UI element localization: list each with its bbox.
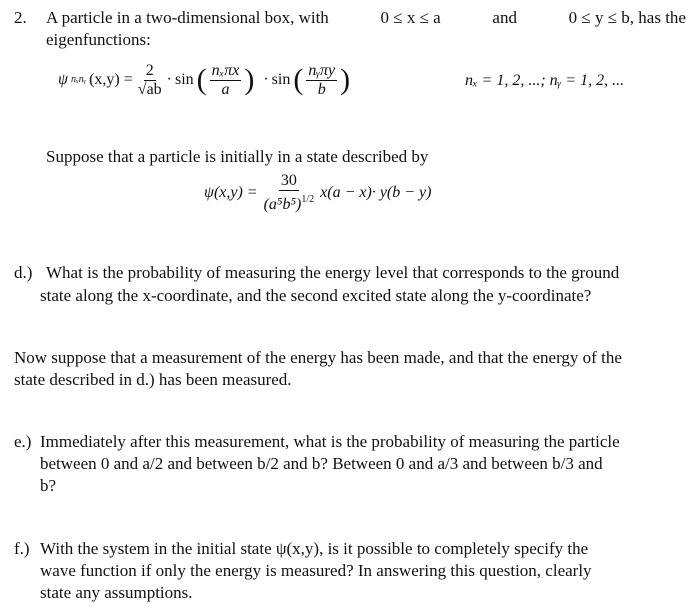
initial-state-text: Suppose that a particle is initially in a state described by bbox=[46, 147, 429, 166]
sin1-numerator: nₓπx bbox=[211, 61, 240, 79]
initial-denominator bbox=[262, 191, 317, 214]
psi-subscript: nₓnᵧ bbox=[70, 74, 87, 85]
sin1-denominator: a bbox=[221, 80, 230, 98]
dot-2: · bbox=[263, 71, 269, 88]
problem-number: 2. bbox=[14, 8, 27, 27]
cond-x: 0 ≤ x ≤ a bbox=[380, 8, 441, 27]
initial-fraction bbox=[262, 172, 317, 214]
part-d-label: d.) bbox=[14, 263, 33, 282]
psi-symbol: ψ bbox=[58, 71, 68, 88]
part-e-line1: Immediately after this measurement, what is the probability of measuring the particle bbox=[40, 432, 620, 451]
initial-numerator: 30 bbox=[280, 172, 297, 189]
part-e-line2: between 0 and a/2 and between b/2 and b? Between 0 and a/3 and between b/3 and bbox=[40, 454, 603, 473]
now-line2: state described in d.) has been measured. bbox=[14, 370, 292, 389]
part-f-line2: wave function if only the energy is measured? In answering this question, clearly bbox=[40, 561, 592, 580]
coef-numerator: 2 bbox=[145, 61, 154, 79]
part-e-line3: b? bbox=[40, 476, 57, 495]
coefficient-fraction bbox=[136, 62, 164, 99]
den-body: (a⁵b⁵) bbox=[263, 196, 302, 213]
paren-open-1: ( bbox=[196, 63, 207, 96]
sin2-fraction bbox=[306, 62, 337, 99]
intro-and: and bbox=[492, 8, 517, 27]
problem-intro-line2: eigenfunctions: bbox=[46, 30, 151, 49]
sin-2: sin bbox=[271, 71, 291, 88]
den-exponent: 1/2 bbox=[301, 194, 315, 205]
sin1-fraction bbox=[210, 62, 242, 99]
initial-state-equation bbox=[204, 168, 431, 218]
paren-close-2: ) bbox=[340, 63, 351, 96]
paren-close-1: ) bbox=[244, 63, 255, 96]
quantum-numbers: nₓ = 1, 2, ...; nᵧ = 1, 2, ... bbox=[465, 72, 625, 89]
problem-intro-line1 bbox=[46, 7, 686, 29]
sin2-numerator: nᵧπy bbox=[308, 61, 336, 79]
sin-1: sin bbox=[175, 71, 194, 88]
part-f-line1: With the system in the initial state ψ(x,y), is it possible to completely specify the bbox=[40, 539, 589, 558]
eigenfunction-equation bbox=[58, 55, 350, 105]
now-line1: Now suppose that a measurement of the energy has been made, and that the energy of the bbox=[14, 348, 622, 367]
paren-open-2: ( bbox=[293, 63, 304, 96]
part-d-line1: What is the probability of measuring the energy level that corresponds to the ground bbox=[46, 263, 620, 282]
part-f-line3: state any assumptions. bbox=[40, 583, 193, 602]
part-d-line2: state along the x-coordinate, and the second excited state along the y-coordinate? bbox=[40, 286, 592, 305]
initial-rhs: x(a − x)· y(b − y) bbox=[320, 184, 432, 201]
part-f-label: f.) bbox=[14, 539, 30, 558]
intro-text: A particle in a two-dimensional box, with bbox=[46, 8, 329, 27]
initial-lhs: ψ(x,y) = bbox=[204, 184, 258, 201]
part-e-label: e.) bbox=[14, 432, 32, 451]
sin2-denominator: b bbox=[317, 80, 326, 98]
coef-denominator: √ab bbox=[137, 80, 162, 98]
cond-y: 0 ≤ y ≤ b, has the bbox=[568, 8, 686, 27]
psi-args: (x,y) = bbox=[89, 71, 133, 88]
dot-1: · bbox=[166, 71, 172, 88]
